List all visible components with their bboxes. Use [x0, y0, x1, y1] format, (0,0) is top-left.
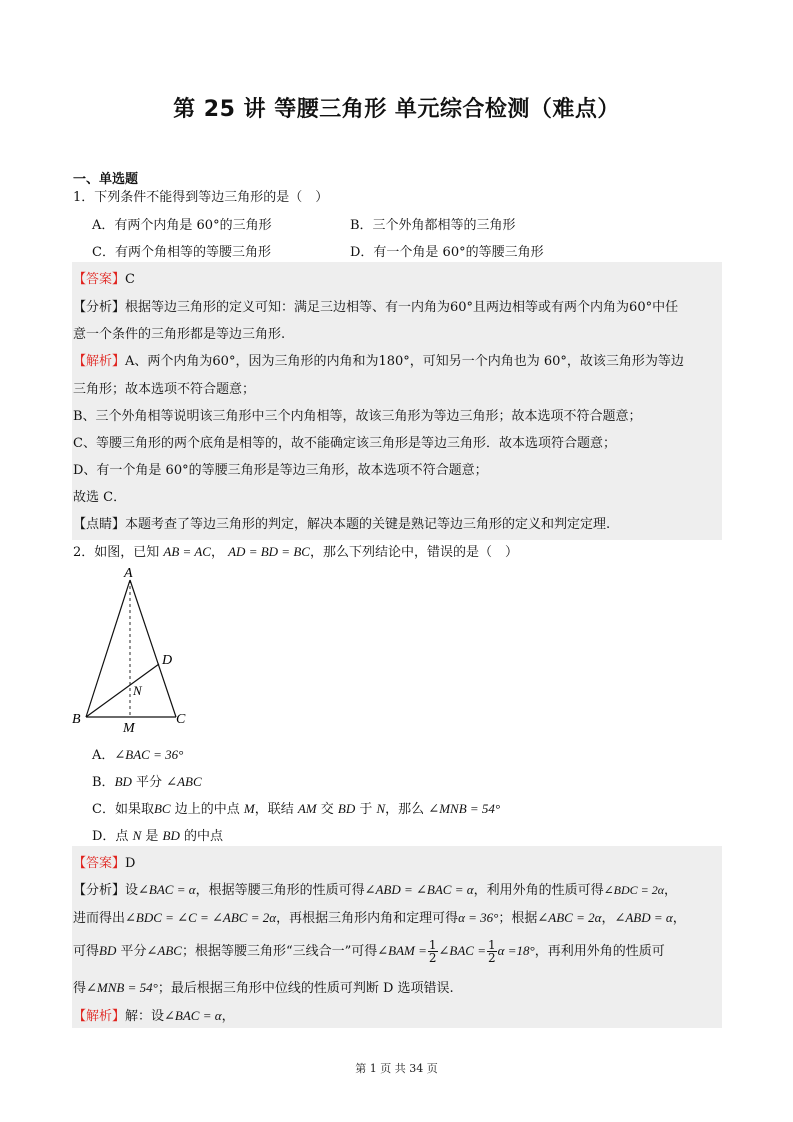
label-m: M — [123, 721, 135, 736]
q2-solution-text-2: ， — [221, 1009, 235, 1024]
q2-option-b-math-1: BD — [114, 774, 132, 789]
q2-stem-eq2: AD = BD = BC — [228, 544, 310, 559]
q2-option-b — [92, 771, 202, 790]
q1-comment-tag: 【点睛】 — [73, 517, 126, 532]
q2-analysis-3-text-4: ，再利用外角的性质可 — [534, 944, 665, 959]
fraction-denominator: 2 — [488, 951, 496, 965]
q2-option-c-text-5: ，那么 — [385, 802, 429, 817]
q2-analysis-1-text-2: ，根据等腰三角形的性质可得 — [195, 883, 365, 898]
q2-analysis-1-text-3: ，利用外角的性质可得 — [473, 883, 604, 898]
q2-option-a — [92, 744, 183, 763]
q2-option-c-math-3: AM — [297, 801, 317, 816]
q2-analysis-2-math-2: α = 36° — [458, 910, 499, 925]
q2-option-d-text-1: 是 — [141, 829, 163, 844]
q1-comment-line — [73, 513, 610, 532]
q2-stem-eq1: AB = AC — [163, 544, 211, 559]
q1-solution-line-4: C、等腰三角形的两个底角是相等的，故不能确定该三角形是等边三角形．故本选项符合题意； — [73, 436, 616, 451]
q2-option-d-prefix: D．点 — [92, 829, 133, 844]
label-n: N — [133, 683, 142, 698]
q1-option-a: A．有两个内角是 60°的三角形 — [92, 218, 272, 233]
q2-analysis-2-text-4: ， — [601, 911, 615, 926]
q1-option-c: C．有两个角相等的等腰三角形 — [92, 245, 271, 260]
q2-analysis-3-math-5: α =18° — [497, 943, 535, 958]
q2-analysis-4-text-1: 得 — [73, 981, 87, 996]
label-c: C — [176, 712, 186, 727]
q2-option-d-math-1: N — [132, 828, 142, 843]
q2-analysis-2-math-3: ∠ABC = 2α — [537, 910, 602, 925]
fraction-denominator: 2 — [428, 951, 437, 965]
q2-analysis-3-math-4: ∠BAC = — [438, 943, 486, 958]
q2-analysis-2-text-1: 进而得出 — [73, 911, 126, 926]
q2-analysis-3-text-2: 平分 — [116, 944, 147, 959]
q1-solution-line-6: 故选 C． — [73, 490, 127, 505]
q2-option-c-math-2: M — [243, 801, 255, 816]
segment-bd — [86, 664, 159, 717]
q1-analysis-text-1: 根据等边三角形的定义可知：满足三边相等、有一内角为60°且两边相等或有两个内角为60°中任 — [125, 300, 679, 315]
page-footer: 第 1 页 共 34 页 — [355, 1062, 438, 1075]
page-title: 第 25 讲 等腰三角形 单元综合检测（难点） — [173, 97, 620, 122]
q2-option-d-math-2: BD — [162, 828, 180, 843]
q2-analysis-4-math-1: ∠MNB = 54° — [86, 980, 158, 995]
q2-option-d — [92, 825, 223, 844]
q2-solution-text-1: 解：设 — [125, 1009, 165, 1024]
q2-option-c-text-4: 于 — [355, 802, 377, 817]
q2-option-c-prefix: C．如果取 — [92, 802, 154, 817]
q2-analysis-3-math-1: BD — [99, 943, 117, 958]
q1-option-d: D．有一个角是 60°的等腰三角形 — [350, 245, 544, 260]
q2-option-b-prefix: B． — [92, 775, 115, 790]
q2-solution-math-1: ∠BAC = α — [164, 1008, 222, 1023]
q1-answer-tag: 【答案】 — [73, 272, 126, 287]
q1-solution-line-2: 三角形；故本选项不符合题意； — [73, 382, 256, 397]
q2-analysis-line-4 — [73, 977, 454, 996]
q1-solution-tag: 【解析】 — [73, 354, 126, 369]
q1-comment-text: 本题考查了等边三角形的判定，解决本题的关键是熟记等边三角形的定义和判定定理. — [125, 517, 611, 532]
q2-analysis-line-2 — [73, 907, 686, 926]
q2-option-b-text: 平分 — [131, 775, 167, 790]
q2-fraction-2 — [487, 939, 497, 964]
q2-option-c-text-2: ，联结 — [254, 802, 298, 817]
q1-analysis-line-1 — [73, 296, 678, 315]
q2-stem — [73, 541, 518, 560]
q2-analysis-1-math-3: ∠BDC = 2α — [603, 883, 665, 897]
q2-option-b-math-2: ∠ABC — [166, 774, 202, 789]
q2-option-d-text-2: 的中点 — [179, 829, 223, 844]
q2-analysis-1-text-1: 设 — [125, 883, 139, 898]
q1-answer — [73, 268, 135, 287]
q2-analysis-3-math-3: ∠BAM = — [377, 943, 427, 958]
q2-option-c-math-1: BC — [153, 801, 171, 816]
q2-analysis-2-text-2: ，再根据三角形内角和定理可得 — [276, 911, 459, 926]
q2-option-c-math-6: ∠MNB = 54° — [428, 801, 501, 816]
q2-analysis-3-text-3: ；根据等腰三角形“三线合一”可得 — [181, 944, 378, 959]
q2-analysis-2-math-4: ∠ABD = α — [614, 910, 673, 925]
fraction-numerator: 1 — [488, 938, 496, 952]
q2-stem-sep: ， — [210, 545, 224, 560]
q2-option-c-text-1: 边上的中点 — [170, 802, 244, 817]
q1-solution-line-3: B、三个外角相等说明该三角形中三个内角相等，故该三角形为等边三角形；故本选项不符合题意； — [73, 409, 642, 424]
q2-analysis-4-text-2: ；最后根据三角形中位线的性质可判断 D 选项错误. — [157, 981, 454, 996]
q1-solution-line-1 — [73, 350, 684, 369]
q1-analysis-line-2: 意一个条件的三角形都是等边三角形. — [73, 327, 286, 342]
q2-analysis-1-math-1: ∠BAC = α — [138, 882, 196, 897]
q2-option-c — [92, 798, 500, 817]
label-a: A — [124, 566, 133, 581]
q2-triangle-figure — [66, 560, 196, 740]
edge-ab — [86, 580, 130, 717]
q2-option-c-math-5: N — [376, 801, 386, 816]
q2-fraction-1 — [428, 939, 438, 964]
q1-solution-line-5: D、有一个角是 60°的等腰三角形是等边三角形，故本选项不符合题意； — [73, 463, 488, 478]
q1-option-b: B．三个外角都相等的三角形 — [350, 218, 516, 233]
q2-solution-line-1 — [73, 1005, 235, 1024]
q2-option-a-prefix: A． — [92, 748, 115, 763]
q2-analysis-3-text-1: 可得 — [73, 944, 100, 959]
q2-analysis-tag: 【分析】 — [73, 883, 126, 898]
q1-stem: 1．下列条件不能得到等边三角形的是（ ） — [73, 190, 329, 205]
q2-analysis-1-math-2: ∠ABD = ∠BAC = α — [364, 882, 474, 897]
section-heading: 一、单选题 — [73, 172, 139, 187]
q2-stem-suffix: ，那么下列结论中，错误的是（ ） — [309, 545, 518, 560]
q1-answer-value: C — [125, 272, 135, 287]
q2-analysis-line-3 — [73, 936, 665, 966]
q2-analysis-3-math-2: ∠ABC — [146, 943, 182, 958]
q2-analysis-2-math-1: ∠BDC = ∠C = ∠ABC = 2α — [125, 910, 277, 925]
fraction-numerator: 1 — [428, 938, 437, 952]
q2-answer-tag: 【答案】 — [73, 856, 126, 871]
q1-analysis-tag: 【分析】 — [73, 300, 126, 315]
q2-answer — [73, 852, 135, 871]
q2-option-c-text-3: 交 — [316, 802, 338, 817]
q2-stem-prefix: 2．如图，已知 — [73, 545, 160, 560]
q2-answer-value: D — [125, 856, 136, 871]
q1-solution-text-1: A、两个内角为60°，因为三角形的内角和为180°，可知另一个内角也为 60°，故该三角形为等边 — [125, 354, 684, 369]
q2-analysis-1-text-4: ， — [664, 883, 678, 898]
q2-analysis-2-text-5: ， — [672, 911, 686, 926]
label-d: D — [162, 653, 173, 668]
q2-analysis-2-text-3: ；根据 — [498, 911, 538, 926]
label-b: B — [72, 712, 81, 727]
q2-option-a-math: ∠BAC = 36° — [114, 747, 184, 762]
q2-solution-tag: 【解析】 — [73, 1009, 126, 1024]
q2-option-c-math-4: BD — [337, 801, 356, 816]
q2-analysis-line-1 — [73, 879, 677, 898]
